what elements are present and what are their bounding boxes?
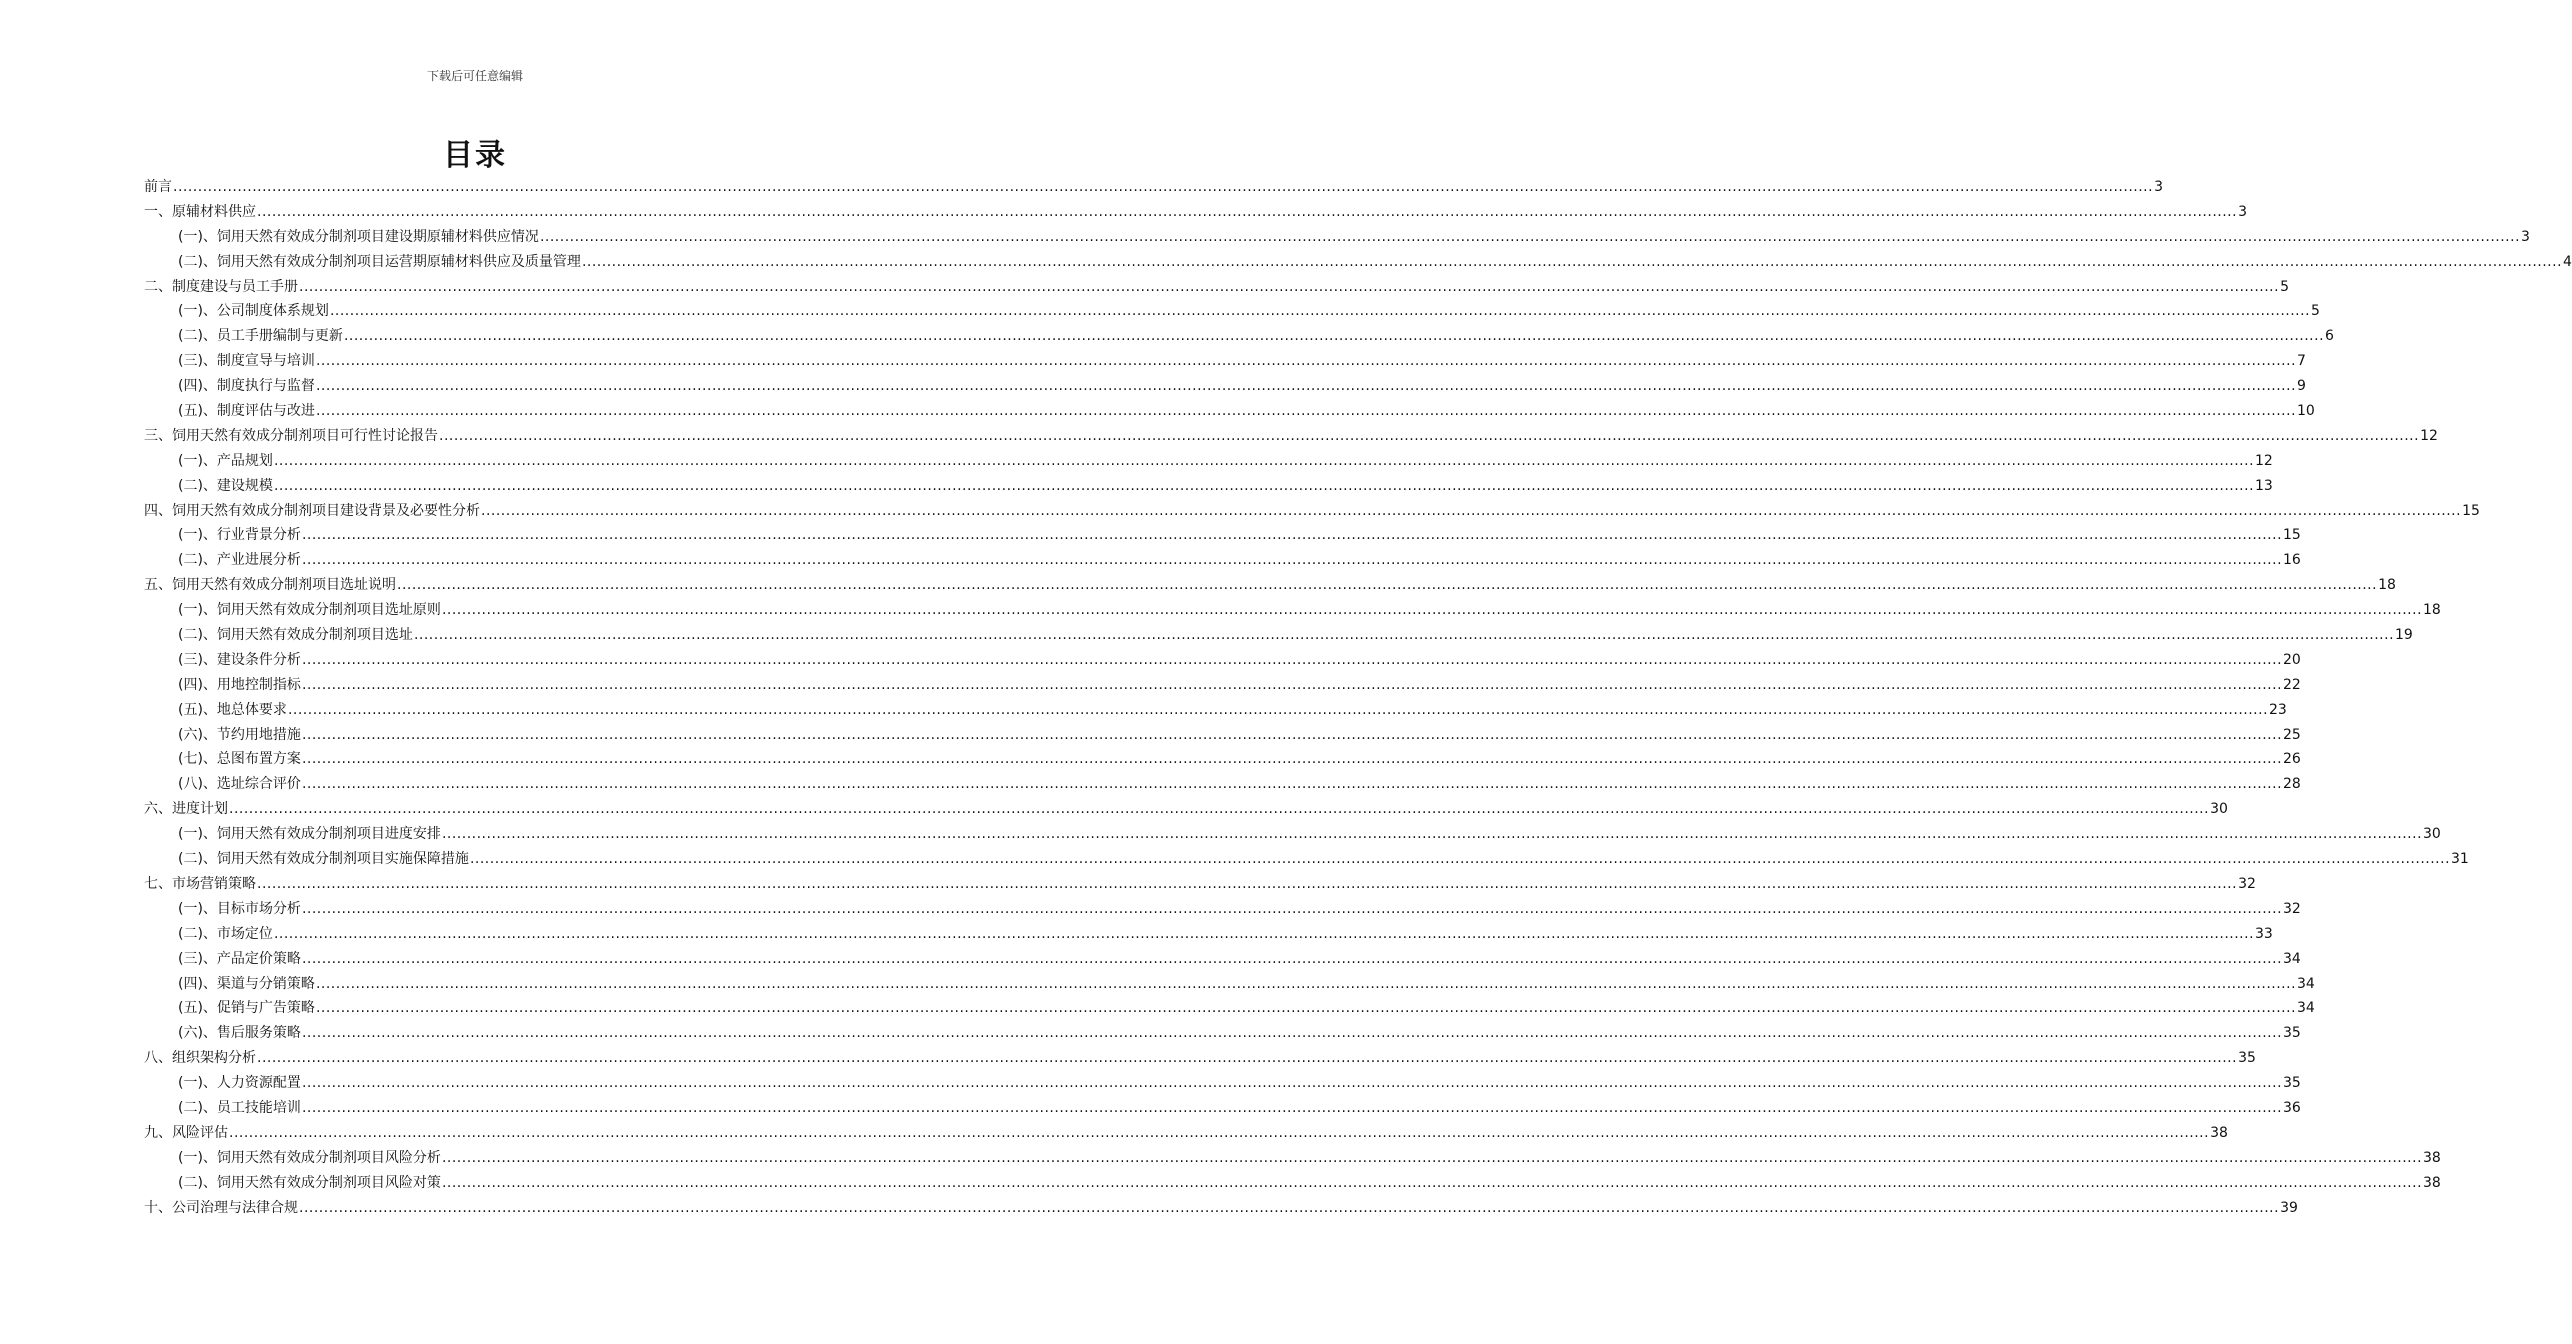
toc-dot-leader: ................................................................................................................................................................................................................................................................................................................................................................................................................ [257,875,2238,892]
toc-entry[interactable] [144,399,2315,424]
toc-dot-leader: ................................................................................................................................................................................................................................................................................................................................................................................................................ [173,179,2154,195]
toc-entry[interactable] [144,996,2315,1021]
toc-entry-label: (三)、产品定价策略 [178,950,301,967]
toc-dot-leader: ................................................................................................................................................................................................................................................................................................................................................................................................................ [581,253,2563,270]
toc-entry-page-number: 6 [2325,328,2334,345]
toc-entry[interactable] [144,1171,2441,1196]
toc-entry[interactable] [144,374,2306,399]
toc-entry-page-number: 35 [2283,1025,2301,1042]
toc-entry-label: (四)、渠道与分销策略 [178,975,315,992]
toc-entry[interactable] [144,897,2301,922]
toc-entry-label: 九、风险评估 [144,1124,228,1141]
toc-entry[interactable] [144,822,2441,847]
toc-dot-leader: ................................................................................................................................................................................................................................................................................................................................................................................................................ [343,328,2325,345]
toc-entry-page-number: 30 [2423,826,2441,843]
toc-entry-page-number: 9 [2297,378,2306,395]
toc-entry-label: (一)、饲用天然有效成分制剂项目建设期原辅材料供应情况 [178,228,539,245]
page-title: 目录 [443,138,507,173]
toc-entry-label: (二)、饲用天然有效成分制剂项目实施保障措施 [178,851,469,868]
toc-dot-leader: ................................................................................................................................................................................................................................................................................................................................................................................................................ [539,228,2521,245]
toc-entry-page-number: 33 [2255,925,2273,942]
toc-entry-page-number: 13 [2255,477,2273,494]
toc-dot-leader: ................................................................................................................................................................................................................................................................................................................................................................................................................ [481,502,2462,519]
toc-entry-label: (一)、行业背景分析 [178,527,301,544]
toc-entry-label: (七)、总图布置方案 [178,751,301,768]
toc-entry[interactable] [144,424,2438,449]
toc-entry-label: (六)、节约用地措施 [178,726,301,743]
toc-dot-leader: ................................................................................................................................................................................................................................................................................................................................................................................................................ [315,353,2297,370]
toc-entry-page-number: 38 [2210,1124,2228,1141]
toc-dot-leader: ................................................................................................................................................................................................................................................................................................................................................................................................................ [441,602,2423,619]
toc-dot-leader: ................................................................................................................................................................................................................................................................................................................................................................................................................ [299,278,2280,295]
toc-entry-page-number: 32 [2283,900,2301,917]
toc-entry[interactable] [144,972,2315,997]
toc-entry-label: (一)、产品规划 [178,452,273,469]
toc-entry[interactable] [144,449,2273,474]
toc-entry[interactable] [144,673,2301,698]
toc-entry-page-number: 30 [2210,801,2228,818]
toc-dot-leader: ................................................................................................................................................................................................................................................................................................................................................................................................................ [229,1124,2210,1141]
toc-entry-label: 六、进度计划 [144,801,228,818]
toc-entry-page-number: 7 [2297,353,2306,370]
toc-entry[interactable] [144,598,2441,623]
toc-entry-page-number: 18 [2423,602,2441,619]
toc-entry[interactable] [144,1096,2301,1121]
toc-entry[interactable] [144,250,2572,275]
toc-entry-label: 十、公司治理与法律合规 [144,1199,298,1216]
toc-entry-label: (二)、市场定位 [178,925,273,942]
toc-entry[interactable] [144,1071,2301,1096]
toc-entry-label: (二)、饲用天然有效成分制剂项目选址 [178,627,413,644]
toc-entry[interactable] [144,648,2301,673]
toc-entry-label: (五)、制度评估与改进 [178,403,315,420]
toc-dot-leader: ................................................................................................................................................................................................................................................................................................................................................................................................................ [301,1025,2283,1042]
toc-entry-page-number: 28 [2283,776,2301,793]
table-of-contents [144,175,2572,1220]
toc-dot-leader: ................................................................................................................................................................................................................................................................................................................................................................................................................ [229,801,2210,818]
toc-dot-leader: ................................................................................................................................................................................................................................................................................................................................................................................................................ [441,1174,2423,1191]
toc-entry-page-number: 39 [2280,1199,2298,1216]
toc-entry[interactable] [144,872,2256,897]
toc-dot-leader: ................................................................................................................................................................................................................................................................................................................................................................................................................ [441,1149,2423,1166]
toc-entry-label: (三)、建设条件分析 [178,651,301,668]
toc-entry[interactable] [144,1146,2441,1171]
toc-entry-page-number: 32 [2238,875,2256,892]
toc-entry-label: 五、饲用天然有效成分制剂项目选址说明 [144,577,396,594]
toc-entry-label: (四)、制度执行与监督 [178,378,315,395]
toc-dot-leader: ................................................................................................................................................................................................................................................................................................................................................................................................................ [301,552,2283,569]
toc-dot-leader: ................................................................................................................................................................................................................................................................................................................................................................................................................ [287,701,2269,718]
toc-entry-label: (一)、目标市场分析 [178,900,301,917]
toc-entry-page-number: 5 [2280,278,2289,295]
toc-entry-label: 四、饲用天然有效成分制剂项目建设背景及必要性分析 [144,502,480,519]
toc-entry-page-number: 19 [2395,627,2413,644]
toc-entry[interactable] [144,499,2480,524]
toc-entry-page-number: 12 [2420,427,2438,444]
toc-dot-leader: ................................................................................................................................................................................................................................................................................................................................................................................................................ [301,527,2283,544]
toc-dot-leader: ................................................................................................................................................................................................................................................................................................................................................................................................................ [315,975,2297,992]
toc-entry-label: 一、原辅材料供应 [144,203,256,220]
toc-entry-label: (二)、饲用天然有效成分制剂项目风险对策 [178,1174,441,1191]
toc-entry-label: (二)、员工手册编制与更新 [178,328,343,345]
toc-entry[interactable] [144,922,2273,947]
toc-entry[interactable] [144,698,2287,723]
toc-dot-leader: ................................................................................................................................................................................................................................................................................................................................................................................................................ [315,378,2297,395]
toc-entry[interactable] [144,1046,2256,1071]
toc-dot-leader: ................................................................................................................................................................................................................................................................................................................................................................................................................ [301,1099,2283,1116]
toc-entry-label: (五)、地总体要求 [178,701,287,718]
toc-entry-label: (五)、促销与广告策略 [178,1000,315,1017]
toc-dot-leader: ................................................................................................................................................................................................................................................................................................................................................................................................................ [301,1075,2283,1092]
toc-entry-page-number: 31 [2451,851,2469,868]
toc-entry-page-number: 4 [2563,253,2572,270]
toc-dot-leader: ................................................................................................................................................................................................................................................................................................................................................................................................................ [273,452,2255,469]
toc-entry-page-number: 20 [2283,651,2301,668]
toc-entry[interactable] [144,747,2301,772]
toc-entry-page-number: 3 [2521,228,2530,245]
toc-entry-page-number: 25 [2283,726,2301,743]
toc-entry[interactable] [144,847,2469,872]
toc-entry[interactable] [144,623,2413,648]
toc-entry-page-number: 23 [2269,701,2287,718]
toc-dot-leader: ................................................................................................................................................................................................................................................................................................................................................................................................................ [397,577,2378,594]
toc-dot-leader: ................................................................................................................................................................................................................................................................................................................................................................................................................ [273,477,2255,494]
toc-entry-page-number: 35 [2238,1050,2256,1067]
toc-entry[interactable] [144,299,2320,324]
toc-entry[interactable] [144,225,2530,250]
toc-entry-label: (二)、产业进展分析 [178,552,301,569]
toc-entry-page-number: 22 [2283,676,2301,693]
toc-entry-label: 八、组织架构分析 [144,1050,256,1067]
toc-dot-leader: ................................................................................................................................................................................................................................................................................................................................................................................................................ [299,1199,2280,1216]
toc-dot-leader: ................................................................................................................................................................................................................................................................................................................................................................................................................ [301,950,2283,967]
toc-entry-label: (八)、选址综合评价 [178,776,301,793]
toc-entry[interactable] [144,349,2306,374]
toc-dot-leader: ................................................................................................................................................................................................................................................................................................................................................................................................................ [301,676,2283,693]
toc-entry-label: 二、制度建设与员工手册 [144,278,298,295]
toc-entry[interactable] [144,947,2301,972]
toc-entry-label: (一)、饲用天然有效成分制剂项目进度安排 [178,826,441,843]
toc-entry-page-number: 3 [2154,179,2163,195]
toc-entry-label: (二)、建设规模 [178,477,273,494]
toc-entry-label: 前言 [144,179,172,195]
toc-entry[interactable] [144,324,2334,349]
toc-entry-label: (六)、售后服务策略 [178,1025,301,1042]
toc-entry[interactable] [144,275,2289,300]
toc-dot-leader: ................................................................................................................................................................................................................................................................................................................................................................................................................ [439,427,2420,444]
toc-entry[interactable] [144,175,2163,200]
toc-entry-label: 三、饲用天然有效成分制剂项目可行性讨论报告 [144,427,438,444]
toc-dot-leader: ................................................................................................................................................................................................................................................................................................................................................................................................................ [315,403,2297,420]
toc-entry[interactable] [144,523,2301,548]
toc-dot-leader: ................................................................................................................................................................................................................................................................................................................................................................................................................ [301,651,2283,668]
toc-entry[interactable] [144,1196,2298,1221]
toc-entry-label: (四)、用地控制指标 [178,676,301,693]
toc-entry-page-number: 10 [2297,403,2315,420]
toc-entry-page-number: 34 [2297,975,2315,992]
toc-entry[interactable] [144,474,2273,499]
toc-entry-page-number: 34 [2297,1000,2315,1017]
toc-entry-page-number: 15 [2283,527,2301,544]
toc-dot-leader: ................................................................................................................................................................................................................................................................................................................................................................................................................ [273,925,2255,942]
toc-entry[interactable] [144,723,2301,748]
toc-dot-leader: ................................................................................................................................................................................................................................................................................................................................................................................................................ [441,826,2423,843]
toc-dot-leader: ................................................................................................................................................................................................................................................................................................................................................................................................................ [301,751,2283,768]
toc-entry[interactable] [144,200,2247,225]
toc-entry[interactable] [144,1021,2301,1046]
toc-entry[interactable] [144,573,2396,598]
header-note: 下载后可任意编辑 [426,69,523,83]
toc-entry-label: (一)、饲用天然有效成分制剂项目风险分析 [178,1149,441,1166]
toc-entry-page-number: 34 [2283,950,2301,967]
toc-entry-label: (一)、公司制度体系规划 [178,303,329,320]
toc-entry-page-number: 15 [2462,502,2480,519]
toc-entry-label: (二)、员工技能培训 [178,1099,301,1116]
toc-entry-page-number: 18 [2378,577,2396,594]
toc-entry[interactable] [144,548,2301,573]
toc-dot-leader: ................................................................................................................................................................................................................................................................................................................................................................................................................ [413,627,2395,644]
toc-entry-page-number: 26 [2283,751,2301,768]
toc-entry-label: (一)、饲用天然有效成分制剂项目选址原则 [178,602,441,619]
toc-dot-leader: ................................................................................................................................................................................................................................................................................................................................................................................................................ [315,1000,2297,1017]
toc-entry-page-number: 3 [2238,203,2247,220]
toc-entry[interactable] [144,772,2301,797]
toc-entry-page-number: 12 [2255,452,2273,469]
toc-entry-label: (三)、制度宣导与培训 [178,353,315,370]
toc-dot-leader: ................................................................................................................................................................................................................................................................................................................................................................................................................ [257,1050,2238,1067]
toc-entry-page-number: 38 [2423,1149,2441,1166]
toc-entry-page-number: 35 [2283,1075,2301,1092]
toc-entry-page-number: 16 [2283,552,2301,569]
toc-entry-label: (一)、人力资源配置 [178,1075,301,1092]
toc-entry[interactable] [144,797,2228,822]
toc-dot-leader: ................................................................................................................................................................................................................................................................................................................................................................................................................ [329,303,2311,320]
toc-entry-label: (二)、饲用天然有效成分制剂项目运营期原辅材料供应及质量管理 [178,253,581,270]
toc-dot-leader: ................................................................................................................................................................................................................................................................................................................................................................................................................ [301,900,2283,917]
toc-dot-leader: ................................................................................................................................................................................................................................................................................................................................................................................................................ [301,776,2283,793]
toc-dot-leader: ................................................................................................................................................................................................................................................................................................................................................................................................................ [301,726,2283,743]
toc-entry[interactable] [144,1121,2228,1146]
toc-entry-page-number: 38 [2423,1174,2441,1191]
toc-entry-page-number: 5 [2311,303,2320,320]
toc-dot-leader: ................................................................................................................................................................................................................................................................................................................................................................................................................ [257,203,2238,220]
toc-entry-page-number: 36 [2283,1099,2301,1116]
toc-entry-label: 七、市场营销策略 [144,875,256,892]
toc-dot-leader: ................................................................................................................................................................................................................................................................................................................................................................................................................ [469,851,2451,868]
